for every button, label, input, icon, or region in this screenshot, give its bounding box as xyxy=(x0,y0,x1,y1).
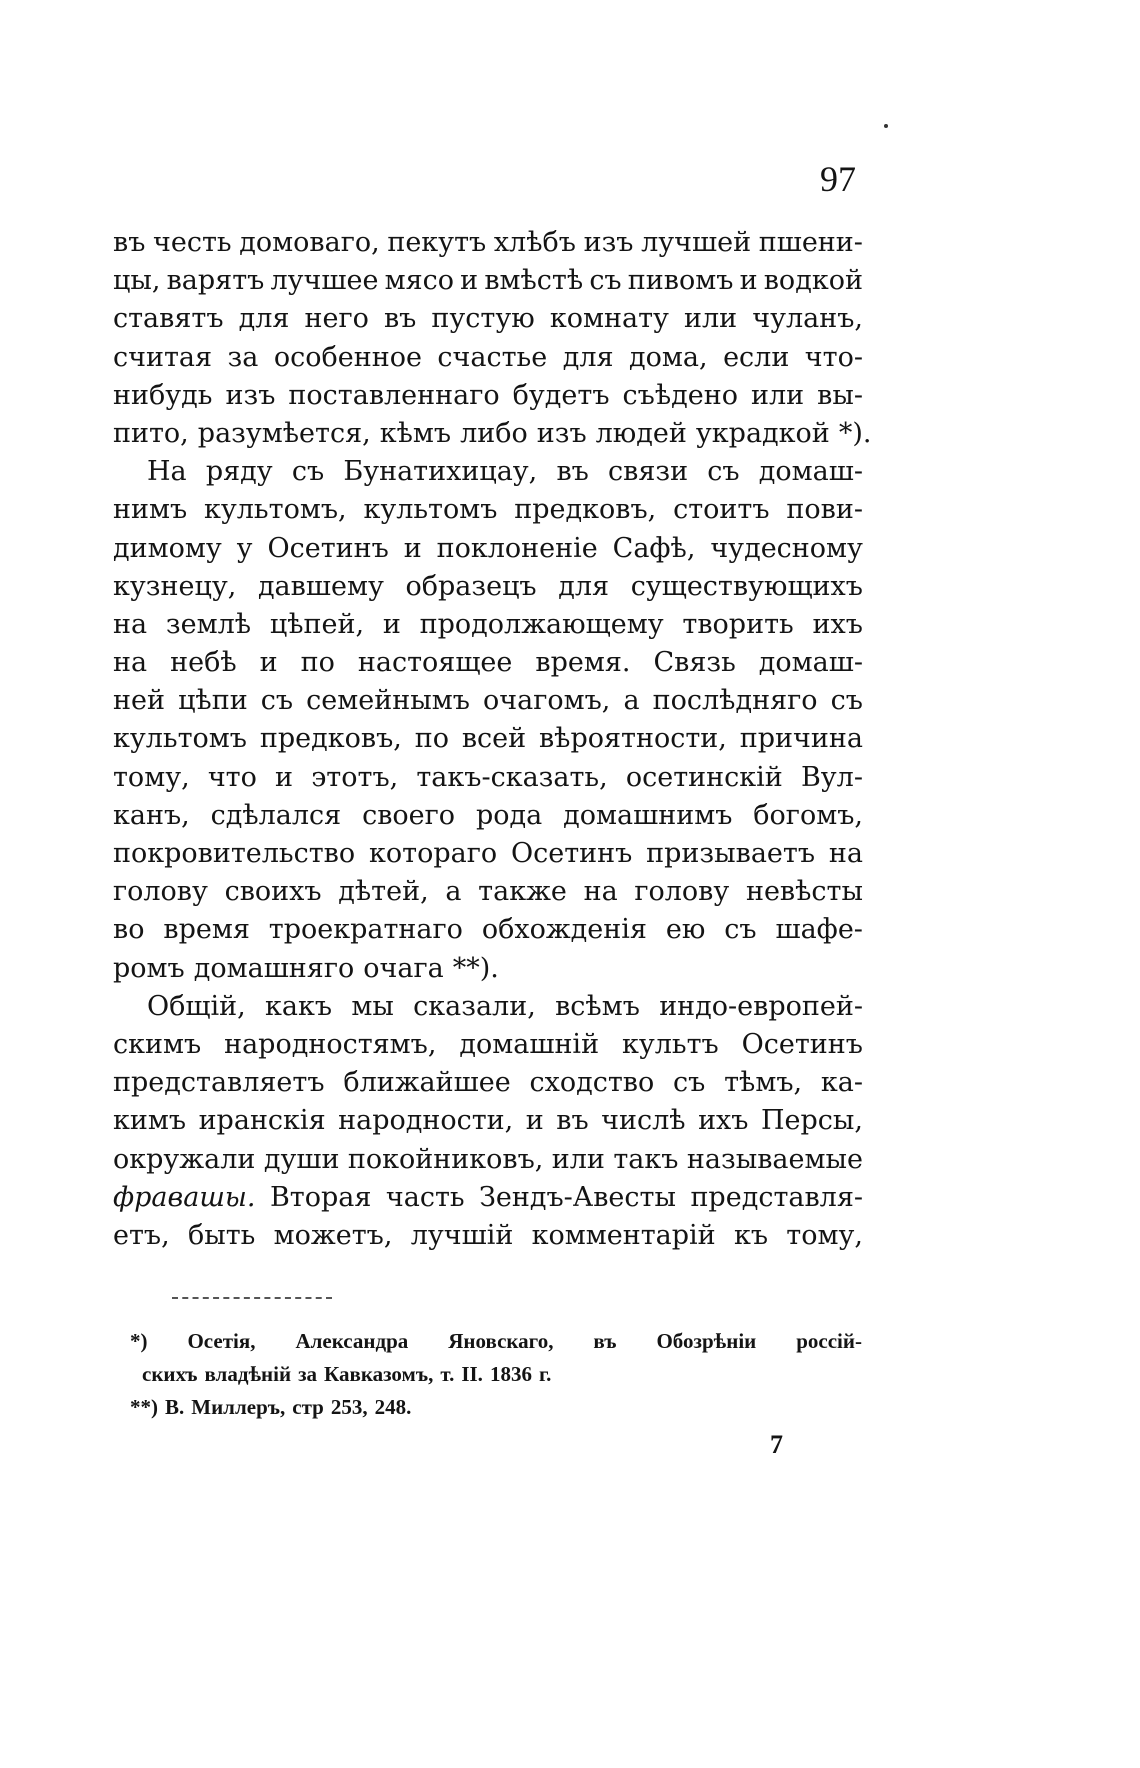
body-word: украдкой xyxy=(695,417,830,449)
body-word: семейнымъ xyxy=(306,685,470,717)
body-word: домашнимъ xyxy=(563,799,733,831)
body-word: своего xyxy=(362,799,456,831)
body-word: изъ xyxy=(225,379,276,411)
body-word: можетъ, xyxy=(273,1219,393,1251)
body-word: хлѣбъ xyxy=(493,227,576,258)
footnote-word: за xyxy=(298,1362,318,1386)
body-word: часть xyxy=(385,1181,465,1213)
body-word: такъ xyxy=(613,1143,679,1175)
body-word: для xyxy=(558,570,610,602)
body-word: и xyxy=(382,608,401,640)
body-word: стоитъ xyxy=(673,494,770,526)
body-word: на xyxy=(113,608,148,640)
body-word: разумѣется, xyxy=(197,417,371,449)
body-word: вмѣстѣ xyxy=(484,265,584,297)
body-word: послѣдняго xyxy=(652,685,818,717)
body-word: рода xyxy=(475,799,543,831)
body-word: съ xyxy=(291,456,325,488)
body-word: цы, xyxy=(113,265,161,297)
body-word: на xyxy=(583,876,618,908)
body-word: лучшій xyxy=(410,1219,514,1251)
body-word: или xyxy=(683,303,738,335)
body-word: для xyxy=(562,341,614,373)
body-word: и xyxy=(739,265,758,297)
body-word: въ xyxy=(556,1105,589,1137)
body-word: считая xyxy=(113,341,213,373)
body-word: варятъ xyxy=(166,265,265,297)
body-word: *). xyxy=(838,417,872,449)
footnote-word: *) xyxy=(130,1329,148,1353)
page-number: 97 xyxy=(820,159,856,199)
footnote-separator xyxy=(172,1297,332,1299)
body-line xyxy=(113,759,863,797)
signature-mark: 7 xyxy=(770,1430,783,1459)
body-word: домаш- xyxy=(758,456,863,488)
body-word: Сафѣ, xyxy=(612,532,696,564)
body-word: сходство xyxy=(529,1067,655,1099)
body-word: народностямъ, xyxy=(224,1028,437,1060)
body-word: или xyxy=(751,379,805,411)
body-word: лучшее xyxy=(270,265,379,297)
body-word: Вул- xyxy=(800,761,863,793)
body-word: Персы, xyxy=(760,1105,863,1137)
body-word: чуланъ, xyxy=(752,303,863,335)
body-line xyxy=(113,377,863,415)
footnote-line xyxy=(130,1325,862,1358)
body-word: называемые xyxy=(686,1143,863,1175)
body-word: ка- xyxy=(820,1067,863,1099)
body-word: предковъ, xyxy=(259,723,402,755)
body-word: пшени- xyxy=(758,227,863,258)
body-word: а xyxy=(623,685,640,717)
body-word: етъ, xyxy=(113,1219,170,1251)
body-word: дѣтей, xyxy=(338,876,429,908)
body-word: существующихъ xyxy=(630,570,863,602)
footnote-word: В. xyxy=(165,1395,185,1419)
body-word: и xyxy=(259,647,278,679)
body-line xyxy=(113,873,863,911)
body-word: окружали xyxy=(113,1143,256,1175)
body-word: чудесному xyxy=(710,532,863,564)
body-word: тому, xyxy=(113,761,190,793)
body-word: котораго xyxy=(369,838,498,869)
body-line xyxy=(113,644,863,682)
body-word: сказали, xyxy=(413,990,536,1022)
body-word: либо xyxy=(460,417,528,449)
body-word: Бунатихицау, xyxy=(343,456,538,488)
footnote-word: 248. xyxy=(374,1395,412,1419)
body-word: съ xyxy=(673,1067,706,1099)
body-word: ряду xyxy=(205,456,273,488)
body-word: этотъ, xyxy=(311,761,399,793)
body-word: Связь xyxy=(653,647,736,679)
body-word: ближайшее xyxy=(343,1067,511,1099)
body-line xyxy=(113,606,863,644)
body-word: давшему xyxy=(257,570,384,602)
body-line xyxy=(113,491,863,529)
body-word: На xyxy=(147,456,187,488)
footnote-word: г. xyxy=(538,1362,552,1386)
body-word: будетъ xyxy=(512,379,610,411)
body-word: культомъ xyxy=(363,494,498,526)
body-word: троекратнаго xyxy=(268,914,463,946)
body-word: домоваго, xyxy=(239,227,380,258)
body-word: и xyxy=(460,265,479,297)
footnote-word: владѣній xyxy=(204,1362,292,1386)
body-line xyxy=(113,300,863,338)
body-line xyxy=(113,835,863,873)
body-word: творить xyxy=(682,608,794,640)
body-word: связи xyxy=(608,456,689,488)
body-word: Осетинъ xyxy=(510,838,633,869)
body-word: пови- xyxy=(786,494,863,526)
footnote-word: Кавказомъ, xyxy=(324,1362,434,1386)
body-word: ею xyxy=(665,914,706,946)
body-word: Вторая xyxy=(269,1181,372,1213)
body-word: души xyxy=(263,1143,340,1175)
body-word: съ xyxy=(260,685,294,717)
body-word: комментарій xyxy=(531,1219,716,1251)
body-word: и xyxy=(403,532,422,564)
body-line xyxy=(113,797,863,835)
body-word: ихъ xyxy=(698,1105,749,1137)
footnote-line xyxy=(130,1391,862,1424)
body-word: какъ xyxy=(265,990,333,1022)
body-line xyxy=(113,339,863,377)
body-word: Общій, xyxy=(147,990,246,1022)
body-word: вѣроятности, xyxy=(538,723,727,755)
body-line xyxy=(113,1217,863,1255)
body-word: съ xyxy=(830,685,863,717)
body-word: въ xyxy=(113,227,146,258)
body-word: а xyxy=(445,876,462,908)
footnote-word: Миллеръ, xyxy=(191,1395,286,1419)
body-word: пито, xyxy=(113,417,189,449)
body-word: лучшей xyxy=(641,227,752,258)
body-word: числѣ xyxy=(601,1105,686,1137)
body-line xyxy=(113,1141,863,1179)
body-word: по xyxy=(300,647,335,679)
body-word: землѣ xyxy=(165,608,252,640)
body-word: невѣсты xyxy=(745,876,863,908)
body-word: также xyxy=(478,876,567,908)
body-word: димому xyxy=(113,532,222,564)
body-word: съ xyxy=(589,265,622,297)
body-word: съ xyxy=(724,914,757,946)
body-line xyxy=(113,1179,863,1217)
body-text xyxy=(113,224,872,1255)
body-word: и xyxy=(525,1105,544,1137)
body-word: осетинскій xyxy=(625,761,783,793)
body-line xyxy=(113,682,863,720)
body-word: комнату xyxy=(549,303,669,335)
body-word: быть xyxy=(187,1219,256,1251)
body-word: всей xyxy=(461,723,527,755)
footnote-word: Осетія, xyxy=(187,1329,256,1353)
body-word: представля- xyxy=(690,1181,863,1213)
body-word: всѣмъ xyxy=(555,990,640,1022)
body-word: въ xyxy=(383,303,417,335)
body-word: **). xyxy=(452,952,499,984)
footnote-line xyxy=(130,1358,862,1391)
body-line xyxy=(113,568,863,606)
body-word: за xyxy=(227,341,259,373)
footnote-word: II. xyxy=(461,1362,483,1386)
body-word: кѣмъ xyxy=(379,417,452,449)
body-word: что xyxy=(207,761,257,793)
body-word: кузнецу, xyxy=(113,570,237,602)
footnote-word: 253, xyxy=(330,1395,368,1419)
body-word: культомъ xyxy=(113,723,247,755)
body-word: культъ xyxy=(621,1028,719,1060)
body-line xyxy=(113,530,863,568)
body-line xyxy=(113,415,872,453)
body-line xyxy=(113,224,863,262)
body-word: цѣпи xyxy=(178,685,248,717)
body-word: во xyxy=(113,914,145,946)
body-line xyxy=(113,720,863,758)
body-line xyxy=(113,262,863,300)
body-word: счастье xyxy=(437,341,548,373)
body-word: вы- xyxy=(817,379,863,411)
footnote-word: россій- xyxy=(796,1329,862,1353)
body-word: особенное xyxy=(273,341,422,373)
body-word: народности, xyxy=(338,1105,514,1137)
body-word: очагомъ, xyxy=(483,685,611,717)
body-word: мы xyxy=(351,990,394,1022)
body-line xyxy=(113,453,863,491)
body-line xyxy=(113,1026,863,1064)
body-word: пустую xyxy=(431,303,535,335)
footnote-word: Яновскаго, xyxy=(448,1329,554,1353)
body-word: людей xyxy=(595,417,687,449)
body-word: культомъ, xyxy=(204,494,347,526)
body-word: него xyxy=(304,303,369,335)
body-word: съѣдено xyxy=(622,379,738,411)
body-word: поставленнаго xyxy=(288,379,500,411)
body-word: пекутъ xyxy=(387,227,487,258)
body-word: образецъ xyxy=(405,570,537,602)
body-word: такъ-сказать, xyxy=(416,761,608,793)
body-word: ромъ xyxy=(113,952,185,984)
footnotes xyxy=(130,1325,862,1424)
body-word: покойниковъ, xyxy=(347,1143,544,1175)
body-word: покровительство xyxy=(113,838,356,869)
body-word: ней xyxy=(113,685,165,717)
body-word: Осетинъ xyxy=(741,1028,863,1060)
body-line xyxy=(113,1064,863,1102)
body-word: честь xyxy=(153,227,232,258)
body-word: небѣ xyxy=(170,647,237,679)
body-word: голову xyxy=(634,876,730,908)
body-word: съ xyxy=(707,456,740,488)
body-word: водкой xyxy=(763,265,863,297)
body-word: время. xyxy=(535,647,631,679)
body-word: представляетъ xyxy=(113,1067,325,1099)
speck-mark xyxy=(884,124,888,128)
body-word: кимъ xyxy=(113,1105,187,1137)
body-word: тѣмъ, xyxy=(724,1067,803,1099)
body-word: сдѣлался xyxy=(210,799,342,831)
footnote-word: стр xyxy=(292,1395,324,1419)
body-line xyxy=(113,1102,863,1140)
body-word: Осетинъ xyxy=(267,532,389,564)
body-line xyxy=(113,911,863,949)
body-word: на xyxy=(113,647,148,679)
body-word: что- xyxy=(804,341,863,373)
body-word: цѣпей, xyxy=(269,608,365,640)
body-word: голову xyxy=(113,876,208,908)
body-word: настоящее xyxy=(357,647,513,679)
body-word: время xyxy=(163,914,250,946)
body-word: мясо xyxy=(384,265,455,297)
body-word: ставятъ xyxy=(113,303,224,335)
body-word: и xyxy=(275,761,294,793)
body-word: поклоненіе xyxy=(436,532,598,564)
body-word: по xyxy=(414,723,449,755)
body-word: нимъ xyxy=(113,494,188,526)
body-line xyxy=(113,950,863,988)
footnote-word: т. xyxy=(440,1362,455,1386)
body-word: очага xyxy=(363,952,444,984)
body-word: у xyxy=(236,532,253,564)
body-word: Зендъ-Авесты xyxy=(479,1181,676,1213)
footnote-word: Обозрѣніи xyxy=(656,1329,757,1353)
footnote-word: Александра xyxy=(295,1329,409,1353)
body-word: пивомъ xyxy=(627,265,734,297)
body-word: ихъ xyxy=(812,608,863,640)
body-word: обхожденія xyxy=(481,914,647,946)
body-word: призываетъ xyxy=(646,838,816,869)
footnote-word: **) xyxy=(130,1395,158,1419)
body-word: предковъ, xyxy=(514,494,657,526)
body-word: канъ, xyxy=(113,799,190,831)
body-word: домаш- xyxy=(758,647,863,679)
body-word: своихъ xyxy=(224,876,322,908)
body-word: для xyxy=(238,303,290,335)
body-word: если xyxy=(723,341,790,373)
body-word: шафе- xyxy=(775,914,863,946)
body-word: нибудь xyxy=(113,379,213,411)
body-word: причина xyxy=(739,723,863,755)
body-word: или xyxy=(551,1143,605,1175)
body-word: фравашы. xyxy=(113,1181,256,1213)
body-word: изъ xyxy=(583,227,634,258)
body-word: индо-европей- xyxy=(659,990,863,1022)
body-word: тому, xyxy=(786,1219,863,1251)
footnote-word: скихъ xyxy=(142,1362,198,1386)
body-word: продолжающему xyxy=(419,608,664,640)
body-word: домашняго xyxy=(193,952,355,984)
body-word: дома, xyxy=(629,341,708,373)
body-word: скимъ xyxy=(113,1028,202,1060)
body-word: изъ xyxy=(536,417,587,449)
body-word: богомъ, xyxy=(753,799,863,831)
body-word: къ xyxy=(733,1219,769,1251)
footnote-word: въ xyxy=(593,1329,617,1353)
body-word: на xyxy=(828,838,863,869)
footnote-word: 1836 xyxy=(489,1362,532,1386)
body-line xyxy=(113,988,863,1026)
body-word: домашній xyxy=(459,1028,600,1060)
body-word: иранскія xyxy=(198,1105,326,1137)
body-word: въ xyxy=(556,456,589,488)
